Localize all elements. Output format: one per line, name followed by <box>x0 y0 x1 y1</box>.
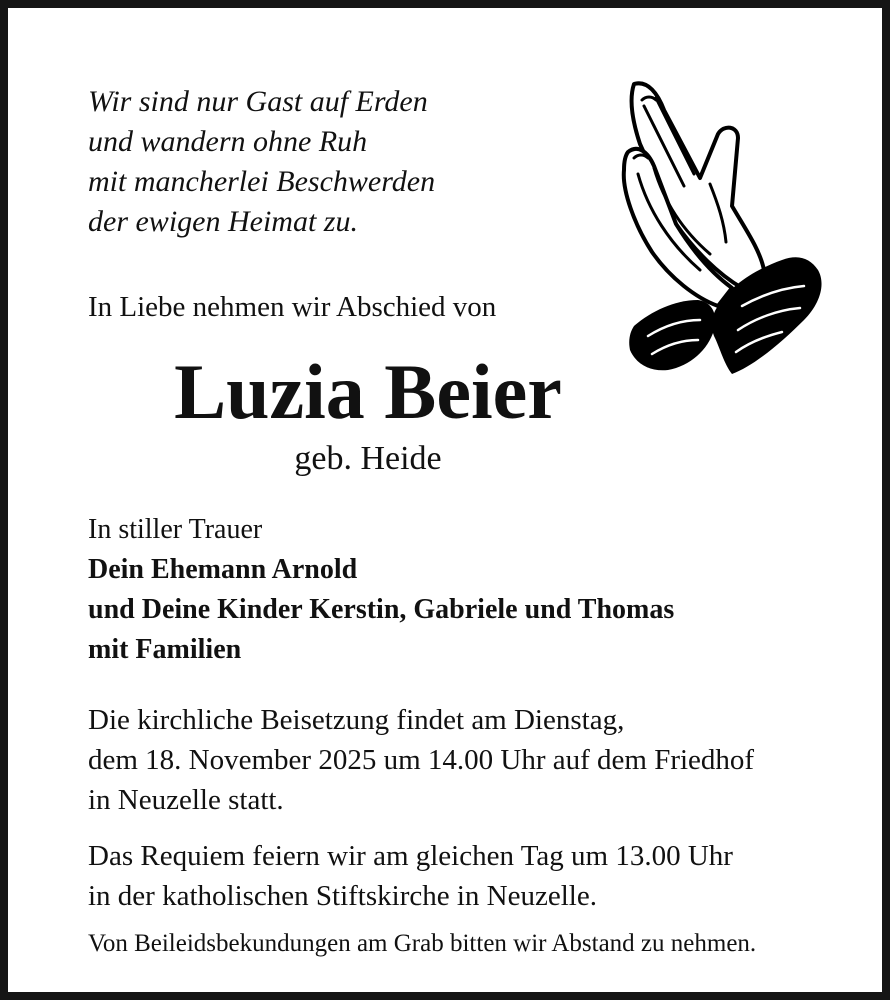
funeral-info <box>88 700 754 820</box>
poem-line: und wandern ohne Ruh <box>88 125 368 158</box>
farewell-intro: In Liebe nehmen wir Abschied von <box>88 291 497 323</box>
mourners-lead: In stiller Trauer <box>88 514 263 545</box>
funeral-line: in Neuzelle statt. <box>88 784 284 816</box>
poem <box>88 82 548 242</box>
requiem-info <box>88 836 733 916</box>
praying-hands-icon <box>614 74 830 380</box>
mourners-block <box>88 510 674 670</box>
condolence-note: Von Beileidsbekundungen am Grab bitten wir Abstand zu nehmen. <box>88 930 757 957</box>
poem-line: Wir sind nur Gast auf Erden <box>88 85 428 118</box>
mourner-line: Dein Ehemann Arnold <box>88 554 358 585</box>
funeral-line: Die kirchliche Beisetzung findet am Dienstag, <box>88 704 625 736</box>
requiem-line: Das Requiem feiern wir am gleichen Tag um 13.00 Uhr <box>88 840 733 872</box>
mourner-line: mit Familien <box>88 634 242 665</box>
maiden-name: geb. Heide <box>294 440 442 477</box>
deceased-name: Luzia Beier <box>174 348 562 435</box>
poem-line: der ewigen Heimat zu. <box>88 205 358 238</box>
funeral-line: dem 18. November 2025 um 14.00 Uhr auf dem Friedhof <box>88 744 755 776</box>
requiem-line: in der katholischen Stiftskirche in Neuzelle. <box>88 880 597 912</box>
poem-line: mit mancherlei Beschwerden <box>88 165 436 198</box>
mourner-line: und Deine Kinder Kerstin, Gabriele und Thomas <box>88 594 675 625</box>
